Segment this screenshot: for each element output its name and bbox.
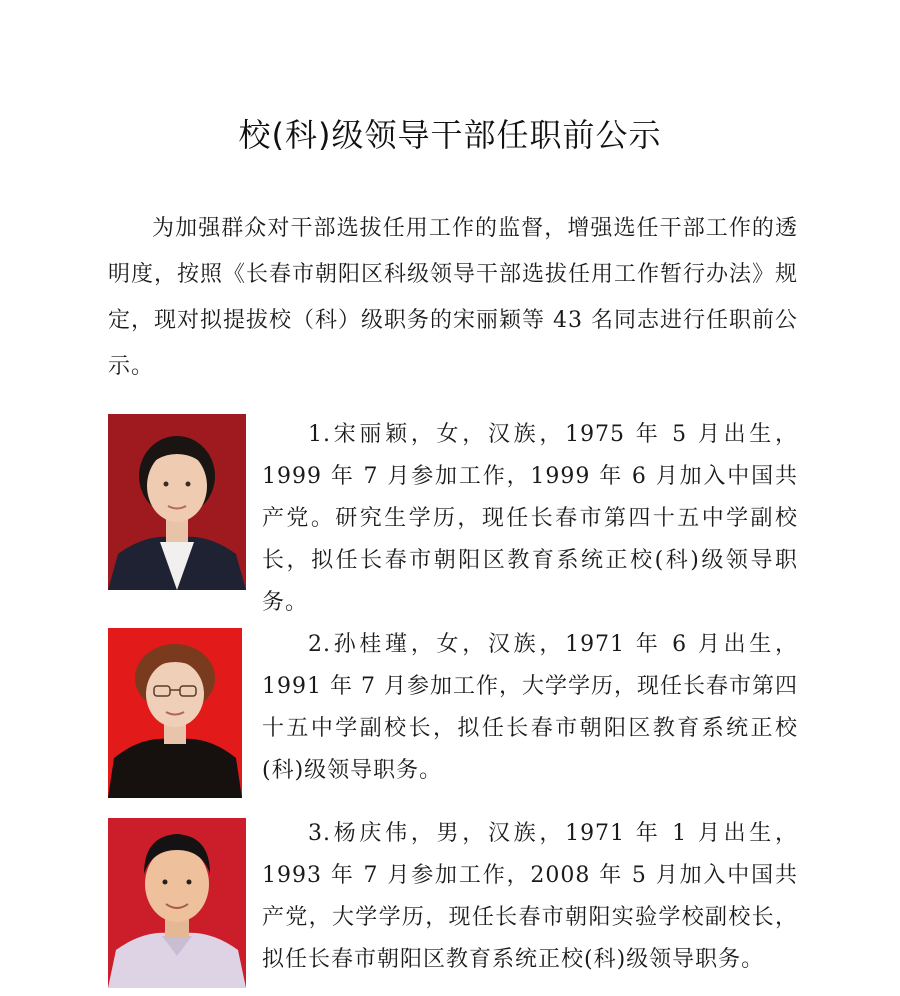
intro-paragraph: 为加强群众对干部选拔任用工作的监督，增强选任干部工作的透明度，按照《长春市朝阳区科级领导干部选拔任用工作暂行办法》规定，现对拟提拔校（科）级职务的宋丽颖等 43 名同志进行任职前公示。 xyxy=(108,216,799,379)
candidate-photo xyxy=(108,818,246,988)
portrait-icon xyxy=(108,628,242,798)
candidate-photo xyxy=(108,628,242,798)
portrait-icon xyxy=(108,414,246,590)
document-title: 校(科)级领导干部任职前公示 xyxy=(238,116,662,154)
portrait-icon xyxy=(108,818,246,988)
candidate-photo xyxy=(108,414,246,590)
candidate-description: 3.杨庆伟，男，汉族，1971 年 1 月出生， 1993 年 7 月参加工作，2008 年 5 月加入中国共产党，大学学历，现任长春市朝阳实验学校副校长，拟任长春市朝阳区教育系统正校(科)级领导职务。 xyxy=(262,821,798,972)
candidate-description: 2.孙桂瑾，女，汉族，1971 年 6 月出生，1991 年 7 月参加工作，大学学历，现任长春市第四十五中学副校长，拟任长春市朝阳区教育系统正校(科)级领导职务。 xyxy=(262,632,798,783)
candidate-description: 1.宋丽颖，女，汉族，1975 年 5 月出生，1999 年 7 月参加工作，1999 年 6 月加入中国共产党。研究生学历，现任长春市第四十五中学副校长，拟任长春市朝阳区教育系统正校(科)级领导职务。 xyxy=(262,422,798,615)
